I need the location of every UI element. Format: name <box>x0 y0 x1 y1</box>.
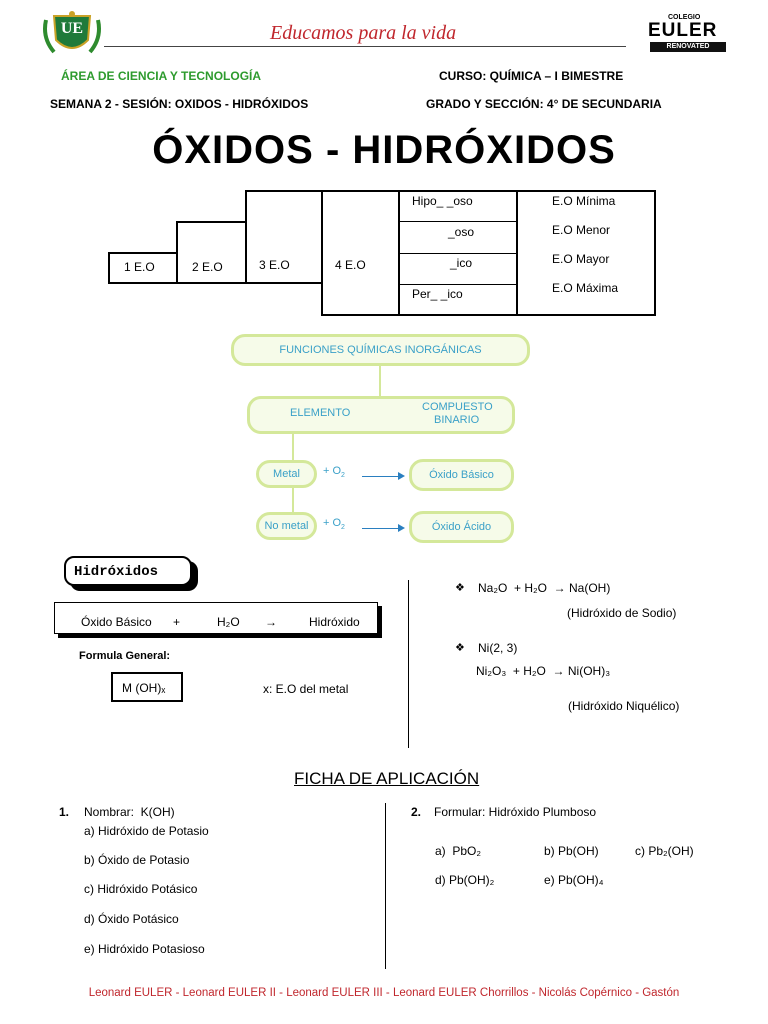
question-2-option-b: b) Pb(OH) <box>544 844 599 858</box>
question-1-option-a: a) Hidróxido de Potasio <box>84 824 209 838</box>
logo-colegio-label: COLEGIO <box>668 14 701 21</box>
example-1-bullet: ❖ <box>455 582 465 594</box>
section-divider-vertical <box>408 580 409 748</box>
arrow-metal-head <box>398 472 405 480</box>
eq-result: Hidróxido <box>309 615 360 629</box>
question-2-number: 2. <box>411 805 422 819</box>
diagram-compuesto-l2: BINARIO <box>434 414 480 426</box>
diagram-oxygen-1-sub: 2 <box>341 472 345 480</box>
diagram-middle-box <box>247 396 515 434</box>
eo-state-mayor: E.O Mayor <box>552 252 610 266</box>
slogan: Educamos para la vida <box>270 22 457 44</box>
eo-prefix-oso: _oso <box>448 225 475 239</box>
area-label: ÁREA DE CIENCIA Y TECNOLOGÍA <box>61 69 262 83</box>
connector-vertical <box>379 364 381 398</box>
eo-prefix-per-ico: Per_ _ico <box>412 287 463 301</box>
question-1-option-d: d) Óxido Potásico <box>84 912 179 926</box>
diagram-oxygen-2 <box>323 517 345 531</box>
question-2-option-d: d) Pb(OH)₂ <box>435 873 495 887</box>
example-2-bullet: ❖ <box>455 642 465 654</box>
footer-text: Leonard EULER - Leonard EULER II - Leonard EULER III - Leonard EULER Chorrillos - Nicolás Copérnico - Gastón <box>88 987 680 999</box>
eo-state-minima: E.O Mínima <box>552 194 616 208</box>
logo-renovated-band: RENOVATED <box>650 42 726 52</box>
eo-prefix-divider-3 <box>400 284 516 285</box>
school-logo-left <box>40 10 104 60</box>
question-1-prompt: Nombrar: K(OH) <box>84 805 175 819</box>
question-2-option-c: c) Pb₂(OH) <box>635 844 694 858</box>
eo-state-menor: E.O Menor <box>552 223 611 237</box>
week-label: SEMANA 2 - SESIÓN: OXIDOS - HIDRÓXIDOS <box>50 97 309 111</box>
example-2-equation: Ni₂O₃ + H₂O → Ni(OH)₃ <box>476 664 611 678</box>
eo-step-1-label: 1 E.O <box>124 260 155 274</box>
example-2-name: (Hidróxido Niquélico) <box>568 699 680 713</box>
example-1-equation: Na₂O + H₂O → Na(OH) <box>478 581 611 595</box>
formula-box <box>111 672 183 702</box>
eo-step-2 <box>176 221 247 284</box>
diagram-oxygen-2-label: + O <box>323 517 342 529</box>
eo-state-column <box>516 190 656 316</box>
formula-text: M (OH)ₓ <box>122 681 166 695</box>
eo-prefix-column <box>398 190 518 316</box>
diagram-no-metal-box: No metal <box>256 512 317 540</box>
arrow-no-metal-head <box>398 524 405 532</box>
eo-prefix-hipo-oso: Hipo_ _oso <box>412 194 473 208</box>
hidroxidos-tag <box>64 556 192 586</box>
diagram-compuesto-l1: COMPUESTO <box>422 401 493 413</box>
arrow-metal-line <box>362 476 398 477</box>
grade-label: GRADO Y SECCIÓN: 4° DE SECUNDARIA <box>426 97 662 111</box>
eo-step-1 <box>108 252 178 284</box>
question-2-option-e: e) Pb(OH)₄ <box>544 873 604 887</box>
header-rule <box>104 46 626 47</box>
eo-step-4-label: 4 E.O <box>335 258 366 272</box>
eo-step-2-label: 2 E.O <box>192 260 223 274</box>
diagram-elemento: ELEMENTO <box>290 407 351 419</box>
eo-prefix-divider-2 <box>400 253 516 254</box>
diagram-oxygen-2-sub: 2 <box>341 524 345 532</box>
diagram-oxygen-1 <box>323 465 345 479</box>
ficha-divider-vertical <box>385 803 386 969</box>
eq-water: H₂O <box>217 615 240 629</box>
eo-prefix-divider-1 <box>400 221 516 222</box>
logo-euler-name: EULER <box>648 20 718 41</box>
hidroxidos-tag-label: Hidróxidos <box>74 564 159 580</box>
question-1-option-c: c) Hidróxido Potásico <box>84 882 198 896</box>
eo-step-4 <box>321 190 400 316</box>
example-2-metal: Ni(2, 3) <box>478 641 518 655</box>
course-label: CURSO: QUÍMICA – I BIMESTRE <box>439 69 624 83</box>
page-title: ÓXIDOS - HIDRÓXIDOS <box>152 128 616 172</box>
diagram-oxido-acido-box: Óxido Ácido <box>409 511 514 543</box>
eo-step-3 <box>245 190 323 284</box>
question-2-prompt: Formular: Hidróxido Plumboso <box>434 805 597 819</box>
formula-label: Formula General: <box>79 650 171 662</box>
formula-note: x: E.O del metal <box>263 682 349 696</box>
diagram-oxido-basico-box: Óxido Básico <box>409 459 514 491</box>
school-logo-right <box>646 14 730 54</box>
equation-box <box>54 602 378 634</box>
eo-state-maxima: E.O Máxima <box>552 281 619 295</box>
question-1-option-e: e) Hidróxido Potasioso <box>84 942 205 956</box>
ficha-title: FICHA DE APLICACIÓN <box>294 769 480 788</box>
school-logo-initials: UE <box>60 20 84 37</box>
diagram-oxygen-1-label: + O <box>323 465 342 477</box>
eq-plus: + <box>173 615 181 629</box>
arrow-no-metal-line <box>362 528 398 529</box>
eq-arrow: → <box>265 615 277 629</box>
diagram-metal-box: Metal <box>256 460 317 488</box>
connector-left <box>292 430 294 464</box>
eo-prefix-ico: _ico <box>450 256 473 270</box>
question-1-option-b: b) Óxido de Potasio <box>84 853 190 867</box>
question-1-number: 1. <box>59 805 70 819</box>
question-2-option-a: a) PbO₂ <box>435 844 482 858</box>
diagram-top-box: FUNCIONES QUÍMICAS INORGÁNICAS <box>231 334 530 366</box>
example-1-name: (Hidróxido de Sodio) <box>567 606 677 620</box>
eo-step-3-label: 3 E.O <box>259 258 290 272</box>
eq-oxide: Óxido Básico <box>81 615 152 629</box>
